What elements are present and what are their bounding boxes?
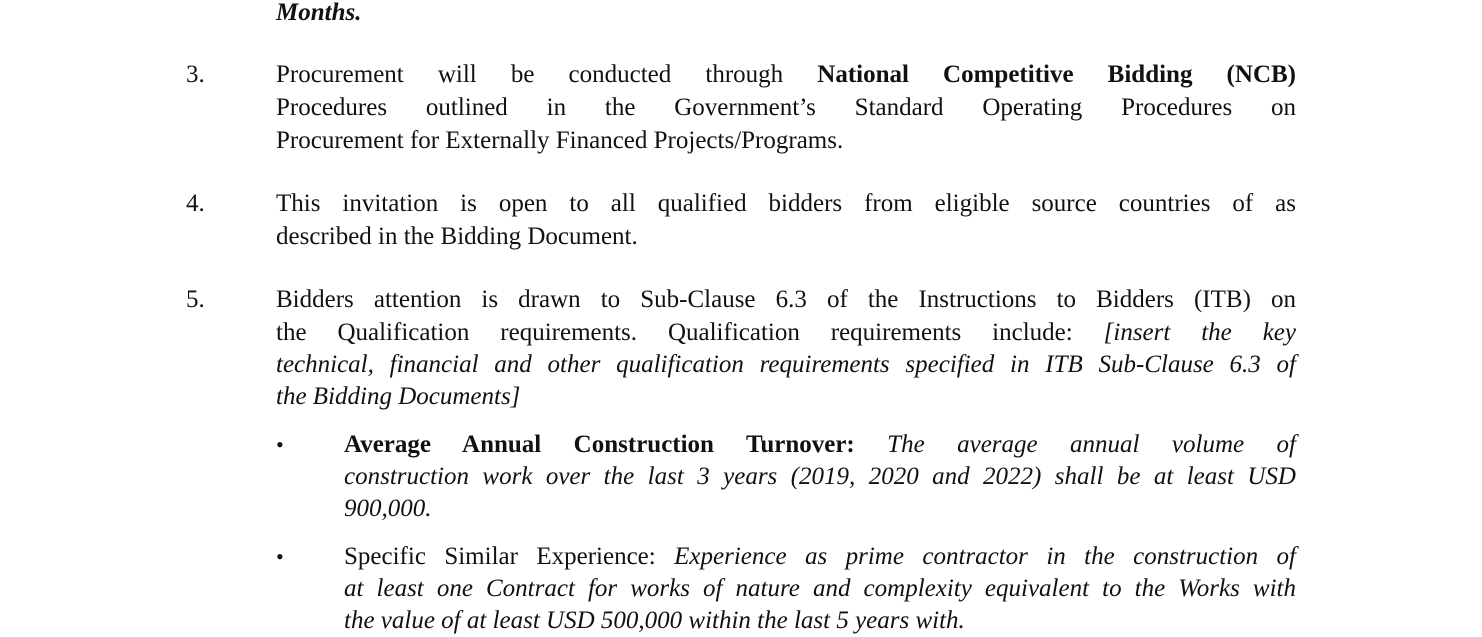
bullet1-symbol: • <box>276 432 284 457</box>
para4-line1: This invitation is open to all qualified bidders from eligible source countries of as <box>276 190 1296 217</box>
para3-line2: Procedures outlined in the Government’s Standard Operating Procedures on <box>276 94 1296 121</box>
para5-line3: technical, financial and other qualification requirements specified in ITB Sub-Clause 6.3 of <box>276 351 1296 378</box>
bullet1-label: Average Annual Construction Turnover: <box>344 431 855 458</box>
para5-number: 5. <box>186 286 205 313</box>
para3-line1-text: Procurement will be conducted through <box>276 61 818 88</box>
carryover-text: Months. <box>276 0 362 26</box>
para3-ncb-bold: National Competitive Bidding (NCB) <box>817 61 1296 88</box>
para5-line1: Bidders attention is drawn to Sub-Clause 6.3 of the Instructions to Bidders (ITB) on <box>276 286 1296 313</box>
para3-line3: Procurement for Externally Financed Projects/Programs. <box>276 127 844 154</box>
bullet1-line1-rest: The average annual volume of <box>854 431 1296 458</box>
para4-number: 4. <box>186 190 205 217</box>
para3-line1 <box>276 58 1296 91</box>
bullet2-line1 <box>344 540 1296 573</box>
para5-line4: the Bidding Documents] <box>276 383 521 410</box>
bullet2-line2: at least one Contract for works of nature and complexity equivalent to the Works with <box>344 575 1296 602</box>
bullet1-line1 <box>344 428 1296 461</box>
para3-number: 3. <box>186 61 205 88</box>
bullet1-line3: 900,000. <box>344 495 432 522</box>
bullet2-label: Specific Similar Experience: <box>344 543 675 570</box>
bullet1-line2: construction work over the last 3 years (2019, 2020 and 2022) shall be at least USD <box>344 463 1296 490</box>
para4-line2: described in the Bidding Document. <box>276 223 638 250</box>
bullet2-symbol: • <box>276 544 284 569</box>
para5-line2 <box>276 316 1296 349</box>
bullet2-line1-rest: Experience as prime contractor in the construction of <box>674 543 1296 570</box>
bullet2-line3: the value of at least USD 500,000 within the last 5 years with. <box>344 607 965 634</box>
para5-line2-italic: [insert the key <box>1103 319 1296 346</box>
para5-line2-text: the Qualification requirements. Qualification requirements include: <box>276 319 1104 346</box>
